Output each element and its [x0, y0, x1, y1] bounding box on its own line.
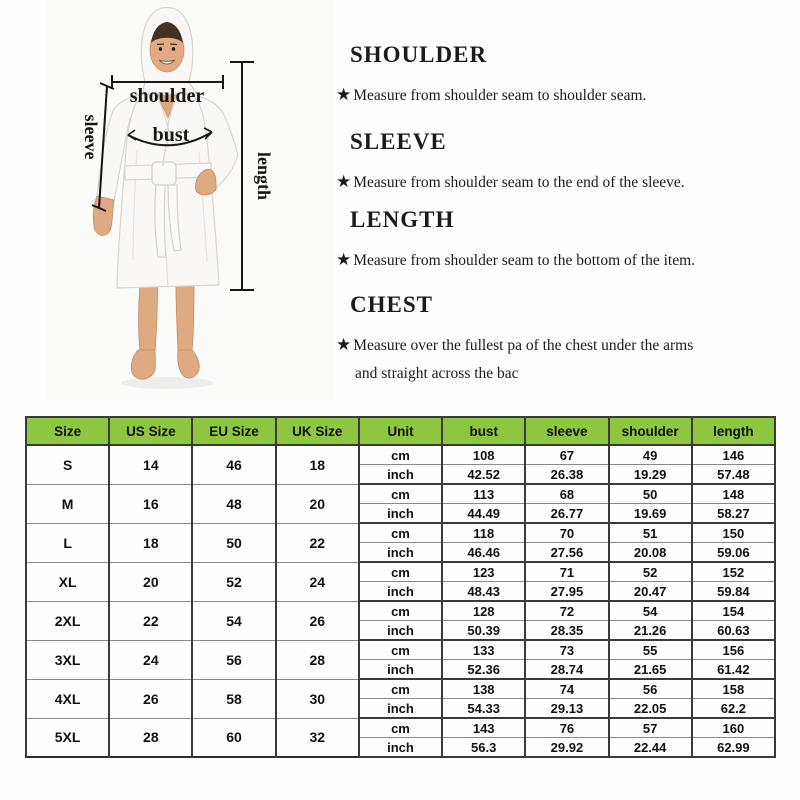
- eu-size-cell: 46: [192, 445, 275, 484]
- us-size-cell: 18: [109, 523, 192, 562]
- length-value-cell: 148: [692, 484, 775, 504]
- guide-text-line: Measure over the fullest pa of the chest under the arms: [353, 337, 694, 354]
- bust-value-cell: 48.43: [442, 582, 525, 602]
- unit-cell: inch: [359, 543, 442, 563]
- guide-text-length: [336, 246, 798, 275]
- uk-size-cell: 18: [276, 445, 359, 484]
- uk-size-cell: 20: [276, 484, 359, 523]
- shoulder-value-cell: 50: [609, 484, 692, 504]
- shoulder-diagram-label: shoulder: [129, 85, 205, 107]
- shoulder-value-cell: 22.05: [609, 699, 692, 719]
- table-row: [26, 484, 775, 504]
- guide-section-length: [336, 207, 798, 275]
- unit-cell: inch: [359, 621, 442, 641]
- us-size-cell: 28: [109, 718, 192, 757]
- star-icon: ★: [336, 335, 352, 354]
- eu-size-cell: 52: [192, 562, 275, 601]
- size-cell: S: [26, 445, 109, 484]
- guide-text-chest: [336, 331, 798, 388]
- length-value-cell: 150: [692, 523, 775, 543]
- guide-text-shoulder: [336, 81, 798, 110]
- unit-cell: cm: [359, 484, 442, 504]
- length-value-cell: 158: [692, 679, 775, 699]
- header-row: [26, 417, 775, 445]
- size-cell: L: [26, 523, 109, 562]
- sleeve-value-cell: 27.56: [525, 543, 608, 563]
- sleeve-value-cell: 29.13: [525, 699, 608, 719]
- length-value-cell: 58.27: [692, 504, 775, 524]
- shoulder-value-cell: 57: [609, 718, 692, 738]
- us-size-cell: 24: [109, 640, 192, 679]
- shoulder-value-cell: 19.29: [609, 465, 692, 485]
- unit-cell: inch: [359, 504, 442, 524]
- length-value-cell: 62.99: [692, 738, 775, 758]
- table-row: [26, 679, 775, 699]
- header-size: Size: [26, 417, 109, 445]
- header-sleeve: sleeve: [525, 417, 608, 445]
- guide-title-length: LENGTH: [350, 207, 455, 232]
- length-value-cell: 146: [692, 445, 775, 465]
- bust-value-cell: 138: [442, 679, 525, 699]
- length-value-cell: 152: [692, 562, 775, 582]
- uk-size-cell: 28: [276, 640, 359, 679]
- bust-value-cell: 128: [442, 601, 525, 621]
- shoulder-value-cell: 51: [609, 523, 692, 543]
- size-table-body: [26, 445, 775, 757]
- sleeve-value-cell: 26.38: [525, 465, 608, 485]
- sleeve-value-cell: 71: [525, 562, 608, 582]
- table-row: [26, 523, 775, 543]
- unit-cell: inch: [359, 699, 442, 719]
- bust-value-cell: 133: [442, 640, 525, 660]
- table-row: [26, 562, 775, 582]
- bust-value-cell: 143: [442, 718, 525, 738]
- header-bust: bust: [442, 417, 525, 445]
- length-value-cell: 62.2: [692, 699, 775, 719]
- unit-cell: cm: [359, 640, 442, 660]
- star-icon: ★: [336, 250, 352, 269]
- shoulder-value-cell: 20.08: [609, 543, 692, 563]
- shoulder-value-cell: 21.26: [609, 621, 692, 641]
- star-icon: ★: [336, 85, 352, 104]
- sleeve-value-cell: 29.92: [525, 738, 608, 758]
- unit-cell: cm: [359, 718, 442, 738]
- length-value-cell: 59.84: [692, 582, 775, 602]
- shoulder-value-cell: 56: [609, 679, 692, 699]
- guide-text-line: Measure from shoulder seam to the bottom of the item.: [353, 252, 696, 269]
- sleeve-value-cell: 68: [525, 484, 608, 504]
- sleeve-diagram-label: sleeve: [81, 114, 101, 160]
- shoulder-value-cell: 20.47: [609, 582, 692, 602]
- header-shoulder: shoulder: [609, 417, 692, 445]
- sleeve-value-cell: 28.35: [525, 621, 608, 641]
- guide-section-sleeve: [336, 129, 798, 197]
- sleeve-value-cell: 73: [525, 640, 608, 660]
- table-row: [26, 601, 775, 621]
- bust-value-cell: 108: [442, 445, 525, 465]
- shoulder-value-cell: 49: [609, 445, 692, 465]
- guide-text-line: and straight across the bac: [355, 365, 519, 382]
- bust-value-cell: 123: [442, 562, 525, 582]
- bust-value-cell: 50.39: [442, 621, 525, 641]
- unit-cell: cm: [359, 679, 442, 699]
- uk-size-cell: 24: [276, 562, 359, 601]
- uk-size-cell: 26: [276, 601, 359, 640]
- table-row: [26, 445, 775, 465]
- eu-size-cell: 48: [192, 484, 275, 523]
- header-eu-size: EU Size: [192, 417, 275, 445]
- guide-section-shoulder: [336, 42, 798, 110]
- eu-size-cell: 60: [192, 718, 275, 757]
- bust-value-cell: 44.49: [442, 504, 525, 524]
- length-value-cell: 61.42: [692, 660, 775, 680]
- us-size-cell: 14: [109, 445, 192, 484]
- guide-text-line: Measure from shoulder seam to the end of the sleeve.: [353, 174, 685, 191]
- eu-size-cell: 58: [192, 679, 275, 718]
- eu-size-cell: 54: [192, 601, 275, 640]
- size-cell: 2XL: [26, 601, 109, 640]
- length-value-cell: 57.48: [692, 465, 775, 485]
- guide-text-sleeve: [336, 168, 798, 197]
- us-size-cell: 20: [109, 562, 192, 601]
- unit-cell: cm: [359, 601, 442, 621]
- uk-size-cell: 32: [276, 718, 359, 757]
- shoulder-value-cell: 52: [609, 562, 692, 582]
- length-value-cell: 154: [692, 601, 775, 621]
- unit-cell: inch: [359, 738, 442, 758]
- table-row: [26, 718, 775, 738]
- sleeve-value-cell: 74: [525, 679, 608, 699]
- bust-value-cell: 54.33: [442, 699, 525, 719]
- length-value-cell: 156: [692, 640, 775, 660]
- sleeve-value-cell: 70: [525, 523, 608, 543]
- shoulder-value-cell: 19.69: [609, 504, 692, 524]
- bust-value-cell: 52.36: [442, 660, 525, 680]
- unit-cell: inch: [359, 660, 442, 680]
- size-cell: 3XL: [26, 640, 109, 679]
- header-us-size: US Size: [109, 417, 192, 445]
- length-value-cell: 160: [692, 718, 775, 738]
- measurement-diagram: [45, 0, 335, 400]
- size-cell: M: [26, 484, 109, 523]
- measuring-guide: [336, 0, 798, 400]
- eu-size-cell: 56: [192, 640, 275, 679]
- length-value-cell: 60.63: [692, 621, 775, 641]
- header-uk-size: UK Size: [276, 417, 359, 445]
- guide-text-line: Measure from shoulder seam to shoulder seam.: [353, 87, 647, 104]
- shoulder-value-cell: 55: [609, 640, 692, 660]
- header-unit: Unit: [359, 417, 442, 445]
- unit-cell: inch: [359, 582, 442, 602]
- sleeve-value-cell: 27.95: [525, 582, 608, 602]
- shoulder-value-cell: 54: [609, 601, 692, 621]
- uk-size-cell: 30: [276, 679, 359, 718]
- floor-shadow: [121, 377, 213, 389]
- bust-value-cell: 113: [442, 484, 525, 504]
- shoulder-value-cell: 22.44: [609, 738, 692, 758]
- us-size-cell: 22: [109, 601, 192, 640]
- length-diagram-label: length: [254, 151, 274, 201]
- guide-title-shoulder: SHOULDER: [350, 42, 488, 67]
- guide-section-chest: [336, 292, 798, 388]
- bust-value-cell: 42.52: [442, 465, 525, 485]
- unit-cell: cm: [359, 562, 442, 582]
- bust-value-cell: 56.3: [442, 738, 525, 758]
- model-photo: [45, 0, 335, 400]
- length-value-cell: 59.06: [692, 543, 775, 563]
- table-row: [26, 640, 775, 660]
- sleeve-value-cell: 28.74: [525, 660, 608, 680]
- star-icon: ★: [336, 172, 352, 191]
- header-length: length: [692, 417, 775, 445]
- eu-size-cell: 50: [192, 523, 275, 562]
- size-cell: 4XL: [26, 679, 109, 718]
- guide-title-sleeve: SLEEVE: [350, 129, 447, 154]
- size-table-header: [26, 417, 775, 445]
- bust-diagram-label: bust: [152, 124, 190, 146]
- sleeve-value-cell: 26.77: [525, 504, 608, 524]
- size-cell: XL: [26, 562, 109, 601]
- guide-title-chest: CHEST: [350, 292, 433, 317]
- bust-value-cell: 46.46: [442, 543, 525, 563]
- us-size-cell: 26: [109, 679, 192, 718]
- sleeve-value-cell: 72: [525, 601, 608, 621]
- size-cell: 5XL: [26, 718, 109, 757]
- bust-value-cell: 118: [442, 523, 525, 543]
- size-table: [25, 416, 776, 758]
- sleeve-value-cell: 67: [525, 445, 608, 465]
- shoulder-value-cell: 21.65: [609, 660, 692, 680]
- sleeve-value-cell: 76: [525, 718, 608, 738]
- us-size-cell: 16: [109, 484, 192, 523]
- unit-cell: inch: [359, 465, 442, 485]
- unit-cell: cm: [359, 523, 442, 543]
- unit-cell: cm: [359, 445, 442, 465]
- uk-size-cell: 22: [276, 523, 359, 562]
